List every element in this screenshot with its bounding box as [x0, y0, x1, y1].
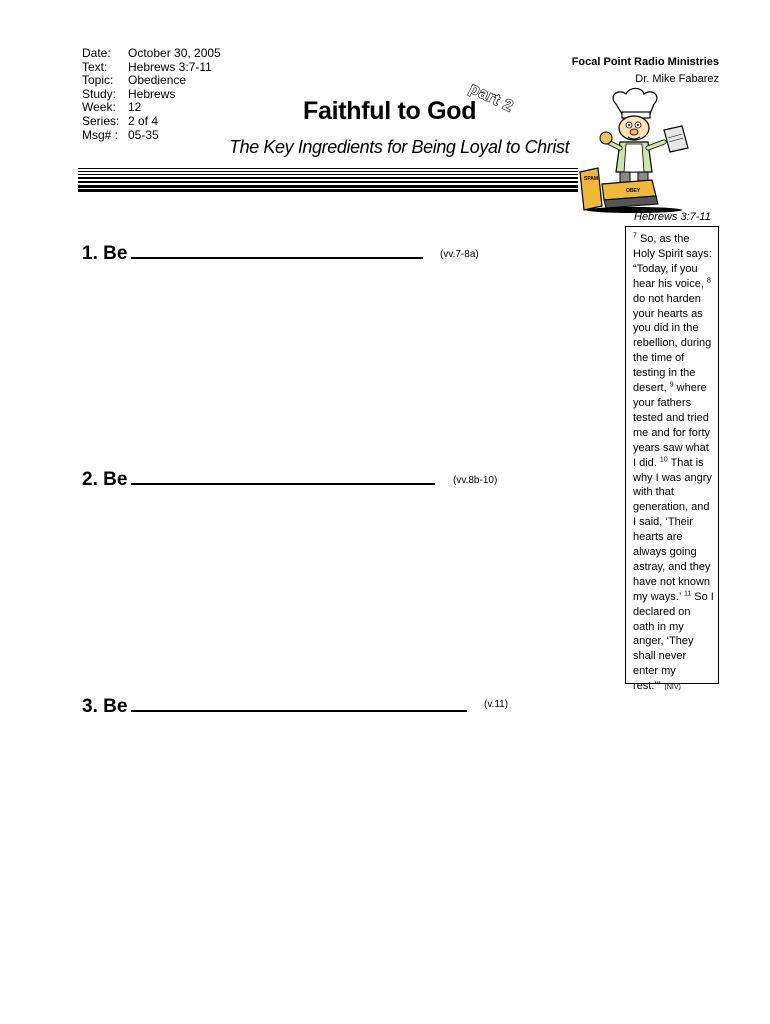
verse-number: 9 [669, 381, 674, 389]
verse-text: That is why I was angry with that generation, and I said, ‘Their hearts are always going astray, and they have not known my ways.’ [633, 456, 712, 603]
outline-item-2-ref: (vv.8b-10) [453, 475, 498, 486]
meta-row-series: Series: 2 of 4 [82, 113, 159, 128]
bible-version: (NIV) [664, 684, 681, 692]
box-label: OBEY [626, 188, 641, 194]
meta-row-study: Study: Hebrews [82, 86, 176, 101]
sack-label: SPAM [584, 176, 599, 182]
outline-item-1-label: 1. Be [82, 243, 128, 264]
part-label: part 2 [466, 80, 516, 116]
verse-text: do not harden your hearts as you did in the rebellion, during the time of testing in the desert, [633, 292, 712, 395]
meta-row-msg: Msg# : 05-35 [82, 127, 159, 142]
meta-row-week: Week: 12 [82, 100, 142, 115]
speaker-name: Dr. Mike Fabarez [635, 73, 719, 85]
verse-number: 11 [683, 590, 692, 598]
chef-icon [578, 88, 700, 214]
outline-item-2 [82, 465, 435, 491]
outline-item-2-blank[interactable] [131, 465, 435, 485]
verse-number: 8 [707, 277, 711, 285]
page-subtitle: The Key Ingredients for Being Loyal to Christ [229, 137, 570, 157]
outline-item-1-blank[interactable] [131, 239, 423, 259]
meta-row-topic: Topic: Obedience [82, 73, 187, 88]
meta-row-date: Date: October 30, 2005 [82, 46, 221, 60]
outline-item-3-label: 3. Be [82, 696, 128, 717]
header-stripes [78, 168, 578, 192]
meta-row-text: Text: Hebrews 3:7-11 [82, 59, 212, 74]
page-title: Faithful to God [303, 97, 477, 125]
scripture-text [633, 232, 714, 696]
outline-item-2-label: 2. Be [82, 469, 128, 490]
outline-item-1-ref: (vv.7-8a) [440, 249, 479, 260]
outline-item-3 [82, 692, 467, 718]
scripture-box [625, 226, 719, 693]
verse-number: 10 [659, 455, 668, 463]
verse-number: 7 [633, 232, 637, 240]
verse-text: So, as the Holy Spirit says: “Today, if you hear his voice, [633, 233, 712, 290]
verse-text: So I declared on oath in my anger, ‘They shall never enter my rest.’” [633, 590, 714, 693]
verse-text: where your fathers tested and tried me and for forty years saw what I did. [633, 382, 711, 469]
outline-item-1 [82, 239, 423, 265]
scripture-heading: Hebrews 3:7-11 [634, 211, 711, 223]
sermon-meta [82, 47, 221, 142]
outline-item-3-ref: (v.11) [484, 699, 509, 710]
organization-name: Focal Point Radio Ministries [571, 56, 719, 68]
outline-item-3-blank[interactable] [131, 692, 467, 712]
